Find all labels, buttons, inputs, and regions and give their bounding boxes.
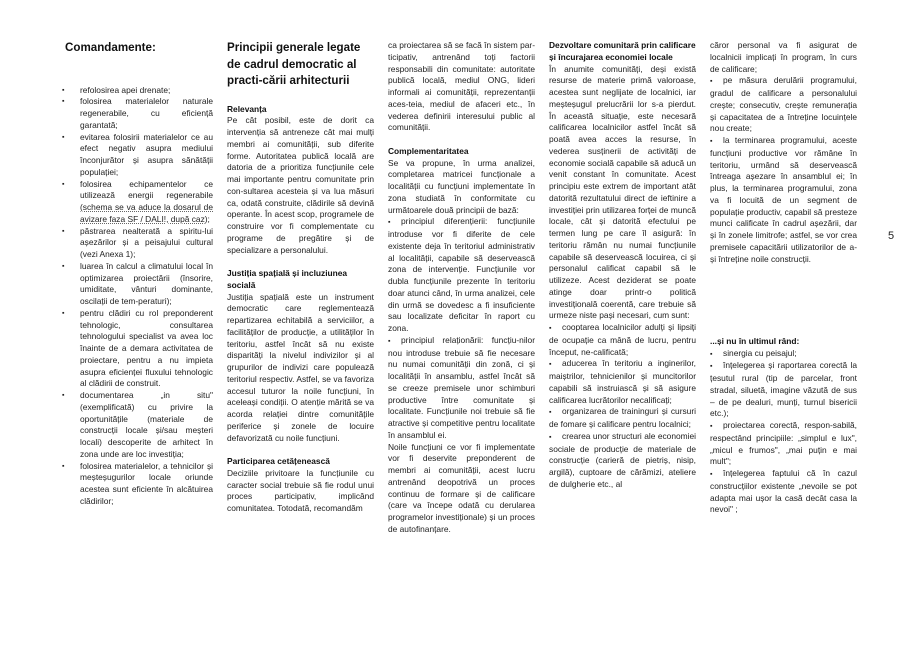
bullet-item — [62, 132, 213, 179]
bullet-item — [710, 468, 857, 516]
subheading: Dezvoltare comunitară prin calificare și încurajarea economiei locale — [549, 40, 696, 62]
bullet-item — [710, 135, 857, 265]
column-4 — [549, 40, 696, 491]
spacer — [710, 289, 857, 301]
paragraph: Justiția spațială este un instrument democratic care reglementează repartizarea echitabilă a serviciilor, a facilităților de producție, a utilităților în teritoriu, astfel încât să nu existe disparități la nivelul indivizilor și al grupurilor de indivizi care populează teritoriul respectiv. Astfel, se va favoriza accesul tuturor la noile funcțiuni, în aceleași condiții. O atenție mărită se va acorda relației dintre comunitățile periferice și zonele de locuire defavorizată cu noile funcțiuni. — [227, 291, 374, 443]
bullet-item — [549, 406, 696, 431]
bullet-item — [549, 322, 696, 358]
bullet-icon: ▪ — [710, 78, 713, 86]
subheading: Participarea cetățenească — [227, 456, 330, 466]
bullet-item — [62, 261, 213, 308]
bullet-text: înțelegerea și raportarea corectă la țesutul rural (tip de parcelar, front stradal, siluetă, imagine văzută de sus – de pe dealuri, munți, turnul bisericii etc.); — [710, 360, 857, 419]
bullet-item — [62, 226, 213, 261]
column-2 — [227, 40, 374, 515]
bullet-text: pe măsura derulării programului, gradul de calificare a personalului crește; consecutiv, crește remunerația și capacitatea de a întreține locuințele nou create; — [710, 75, 857, 134]
bullet-text: folosirea materialelor naturale regenerabile, cu eficiență garantată; — [80, 96, 213, 130]
bullet-text: principiul diferențierii: funcțiunile introduse vor fi diferite de cele existente deja în teritoriul administrativ al localității, capabile să deservească zona de intervenție. Funcțiunile vor dubla funcțiunile prezente în teritoriu doar atunci când, în urma analizei, cele din urmă se dovedesc a fi insuficiente sau localizate deficitar în raport cu zona. — [388, 216, 535, 333]
bullet-item — [62, 96, 213, 131]
bullet-item — [62, 308, 213, 390]
spacer — [710, 312, 857, 324]
underlined-note: (schema se va aduce la dosarul de avizare faza SF / DALI!, după caz); — [80, 202, 213, 224]
bullet-item — [549, 431, 696, 491]
bullet-item — [62, 390, 213, 461]
bullet-text: evitarea folosirii materialelor ce au efect negativ asupra mediului înconjurător și asupra sănătății populației; — [80, 131, 213, 177]
bullet-text: proiectarea corectă, respon-sabilă, respectând principiile: „simplul e lux", „micul e frumos", „mai puțin e mai mult"; — [710, 420, 857, 467]
bullet-text: înțelegerea faptului că în cazul construcțiilor existente „nevoile se pot adapta mai ușor la casă decât casa la nevoi" ; — [710, 468, 857, 515]
spacer — [710, 265, 857, 277]
subheading: Complementaritatea — [388, 145, 469, 156]
bullet-text: sinergia cu peisajul; — [723, 347, 797, 358]
bullet-text: crearea unor structuri ale economiei sociale de producție de materiale de construcție (carieră de pietriș, nisip, argilă), cuptoare de cărămizi, ateliere de dulgherie etc., al — [549, 430, 696, 489]
bullet-text: pentru clădiri cu rol preponderent tehnologic, consultarea tehnologului specialist va avea loc înainte de a demara activitatea de proiectare, pentru a nu impieta asupra eficienței fluxului tehnologic al clădirii de construit. — [80, 307, 213, 389]
bullet-item — [62, 179, 213, 226]
bullet-item — [388, 335, 535, 442]
paragraph: Pe cât posibil, este de dorit ca intervenția să antreneze cât mai mulți membri ai comunității, sub diferite forme. Autoritatea publică locală are datoria de a prioritiza funcțiunile cele mai importante pentru comunitate prin con-sultarea acesteia și va lua măsuri ca, odată construite, clădirile să devină operante. În acest scop, programele de construire vor fi complementate cu programe de pregătire și de specializare a personalului. — [227, 115, 374, 255]
spacer — [710, 301, 857, 313]
spacer — [710, 277, 857, 289]
subheading: Justiția spațială și incluziunea socială — [227, 268, 348, 290]
bullet-icon: ▪ — [549, 325, 552, 332]
bullet-text: aducerea în teritoriu a inginerilor, maiștrilor, tehnicienilor și muncitorilor capabili să instruiască și să asigure calificarea lucrătorilor necalificați; — [549, 358, 696, 405]
bullet-text: documentarea „in situ" (exemplificată) cu privire la oportunitățile (materiale de construcții locale și/sau meșteri locali) descoperite de arhitect în zona unde are loc investiția; — [80, 390, 213, 459]
page-number: 5 — [888, 230, 895, 242]
bullet-text: folosirea materialelor, a tehnicilor și meșteșugurilor locale oriunde acestea sunt eficiente în alcătuirea clădirilor; — [80, 460, 213, 506]
paragraph: În anumite comunități, deși există resurse de materie primă valoroase, acestea sunt neglijate de localnici, iar meșteșugul prelucrării lor s-a pierdut. În această situație, este necesară calificarea localnicilor astfel încât să poată avea acces la resurse, în vederea susținerii de activități de economie socială capabile să aducă un venit constant în comunitate. Acest principiu este extrem de important atât datorită rezultatului direct de ieftinire a investiției prin utilizarea forței de muncă locale, cât și datorită efectului pe termen lung pe care îl asigură: în teritoriu rămân nu numai funcțiunile capabile să deservească locuirea, ci și personalul calificat capabil să le utilizeze. Acest deziderat se poate atinge doar printr-o politică investițională coerentă, care trebuie să urmeze niste pași necesari, cum sunt: — [549, 63, 696, 321]
paragraph: ca proiectarea să se facă în sistem par-ticipativ, antrenând toți factorii responsabili din comunitate: autoritate publică locală, mediul ONG, lideri informali ai comunității, reprezentanții aces-teia, mediul de afaceri etc., în vederea definirii interesului public al comunității. — [388, 40, 535, 133]
bullet-icon: ▪ — [549, 433, 552, 441]
bullet-icon: ▪ — [710, 363, 713, 371]
paragraph: Se va propune, în urma analizei, completarea matricei funcționale a localității cu funcțiuni implementate în zona studiată în conformitate cu următoarele două principii de bază: — [388, 157, 535, 215]
bullet-icon: ▪ — [710, 350, 713, 358]
bullet-item — [710, 348, 857, 361]
bullet-item — [710, 75, 857, 135]
bullet-text: organizarea de traininguri și cursuri de fomare și calificare pentru localnici; — [549, 406, 696, 429]
bullet-icon: ▪ — [388, 219, 391, 227]
bullet-text: refolosirea apei drenate; — [80, 84, 171, 95]
bullet-text: luarea în calcul a climatului local în optimizarea proiectării (însorire, umiditate, vânturi dominante, oscilații de tem-peraturi); — [80, 260, 213, 306]
bullet-item — [710, 360, 857, 420]
bullet-text: păstrarea nealterată a spiritu-lui așezărilor și a peisajului cultural (vezi Anexa 1); — [80, 225, 213, 259]
subheading: Relevanța — [227, 103, 267, 114]
column-5 — [710, 40, 857, 516]
bullet-item — [710, 420, 857, 468]
bullet-item — [549, 358, 696, 406]
bullet-icon: ▪ — [710, 471, 713, 478]
paragraph: Deciziile privitoare la funcțiunile cu caracter social trebuie să fie rodul unui proces participativ, implicând comunitatea. Totodată, recomandăm — [227, 467, 374, 513]
section-title-principii: Principii generale legate de cadrul democratic al practi-cării arhitecturii — [227, 41, 361, 87]
bullet-item — [62, 461, 213, 508]
bullet-text: cooptarea localnicilor adulți și lipsiți de ocupație ca mână de lucru, pentru început, ne-calificată; — [549, 322, 696, 357]
paragraph: căror personal va fi asigurat de localnicii implicați în program, în curs de calificare; — [710, 40, 857, 74]
bullet-text: principiul relaționării: funcțiu-nilor nou introduse trebuie să fie necesare nu numai comunității din zonă, ci și localității în ansamblu, astfel încât să se creeze premisele unor schimburi productive între comunitate și localitate. Funcțiunile noi trebuie să fie atractive și competitive pentru localitate în ansamblul ei. — [388, 334, 535, 440]
column-3 — [388, 40, 535, 536]
bullet-icon: ▪ — [388, 337, 391, 345]
bullet-text: la terminarea programului, aceste funcțiuni productive vor rămâne în teritoriu, urmând să deservească întreaga așezare în ansamblul ei; în plus, la terminarea programului, zona va fi locuită de un segment de populație productiv, capabil să presteze munci calificate în cadrul așezării, dar și în zonele limitrofe; astfel, se vor crea premisele capacitării utilizatorilor de a-și întreține noile construcții. — [710, 135, 857, 264]
paragraph: Noile funcțiuni ce vor fi implementate vor fi deservite preponderent de membri ai comunității, acest lucru antrenând deopotrivă un proces continuu de formare și de calificare (care va începe odată cu derularea programelor investiționale) și un proces de autofinanțare. — [388, 441, 535, 534]
section-title-comandamente: Comandamente: — [65, 41, 156, 54]
bullet-icon: ▪ — [549, 409, 552, 417]
subheading: ...și nu în ultimul rând: — [710, 335, 800, 346]
bullet-icon: ▪ — [710, 423, 713, 430]
bullet-icon: ▪ — [549, 361, 552, 369]
bullet-icon: ▪ — [710, 138, 713, 145]
column-1 — [62, 40, 213, 508]
bullet-item — [62, 85, 213, 97]
bullet-item — [388, 216, 535, 335]
bullet-text: folosirea echipamentelor ce utilizează energii regenerabile — [80, 178, 213, 201]
